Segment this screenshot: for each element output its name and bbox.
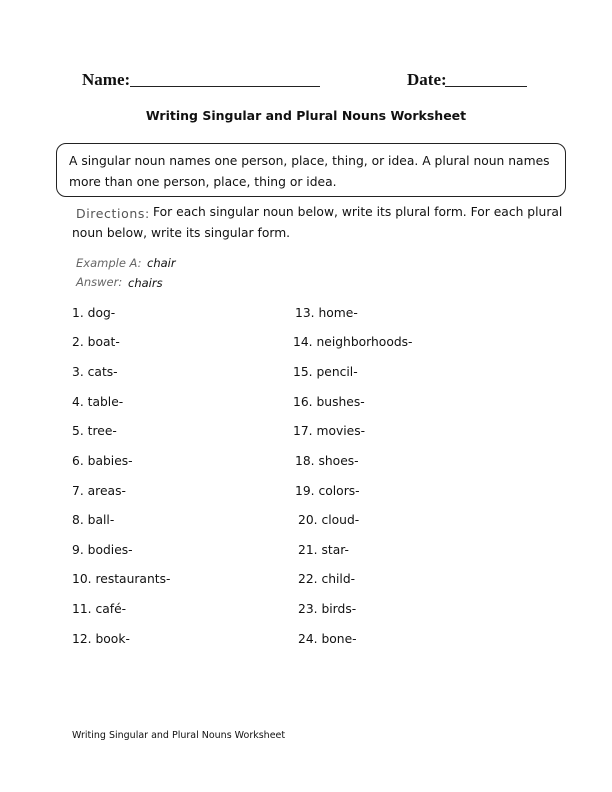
noun-item-5: 5. tree- bbox=[72, 424, 117, 438]
example-label: Example A: bbox=[76, 256, 142, 270]
noun-item-17: 17. movies- bbox=[293, 424, 366, 438]
footer-text: Writing Singular and Plural Nouns Worksheet bbox=[72, 730, 286, 741]
noun-item-9: 9. bodies- bbox=[72, 543, 133, 557]
definition-box: A singular noun names one person, place, thing, or idea. A plural noun names more than one person, place, thing or idea. bbox=[56, 143, 566, 197]
noun-item-12: 12. book- bbox=[72, 632, 130, 646]
noun-item-14: 14. neighborhoods- bbox=[293, 335, 413, 349]
noun-item-18: 18. shoes- bbox=[295, 454, 359, 468]
answer-label: Answer: bbox=[76, 275, 123, 289]
noun-item-15: 15. pencil- bbox=[293, 365, 358, 379]
noun-item-7: 7. areas- bbox=[72, 484, 126, 498]
noun-item-11: 11. café- bbox=[72, 602, 127, 616]
noun-item-21: 21. star- bbox=[298, 543, 349, 557]
directions-text-line-2: noun below, write its singular form. bbox=[72, 226, 291, 240]
noun-item-24: 24. bone- bbox=[298, 632, 357, 646]
worksheet-title: Writing Singular and Plural Nouns Worksheet bbox=[145, 108, 467, 123]
noun-item-10: 10. restaurants- bbox=[72, 572, 171, 586]
answer-word: chairs bbox=[128, 276, 163, 290]
noun-item-19: 19. colors- bbox=[295, 484, 360, 498]
noun-item-1: 1. dog- bbox=[72, 306, 116, 320]
noun-item-22: 22. child- bbox=[298, 572, 356, 586]
example-word: chair bbox=[147, 256, 176, 270]
noun-item-2: 2. boat- bbox=[72, 335, 120, 349]
noun-item-16: 16. bushes- bbox=[293, 395, 365, 409]
noun-item-4: 4. table- bbox=[72, 395, 124, 409]
noun-item-13: 13. home- bbox=[295, 306, 358, 320]
noun-item-6: 6. babies- bbox=[72, 454, 133, 468]
noun-item-8: 8. ball- bbox=[72, 513, 115, 527]
directions-label: Directions: bbox=[76, 206, 150, 221]
date-field[interactable] bbox=[445, 86, 527, 87]
noun-item-20: 20. cloud- bbox=[298, 513, 360, 527]
directions-text-line-1: For each singular noun below, write its plural form. For each plural bbox=[153, 205, 563, 219]
name-field[interactable] bbox=[130, 86, 320, 87]
noun-item-23: 23. birds- bbox=[298, 602, 357, 616]
date-label: Date: bbox=[407, 70, 447, 89]
name-label: Name: bbox=[82, 70, 131, 89]
noun-item-3: 3. cats- bbox=[72, 365, 118, 379]
